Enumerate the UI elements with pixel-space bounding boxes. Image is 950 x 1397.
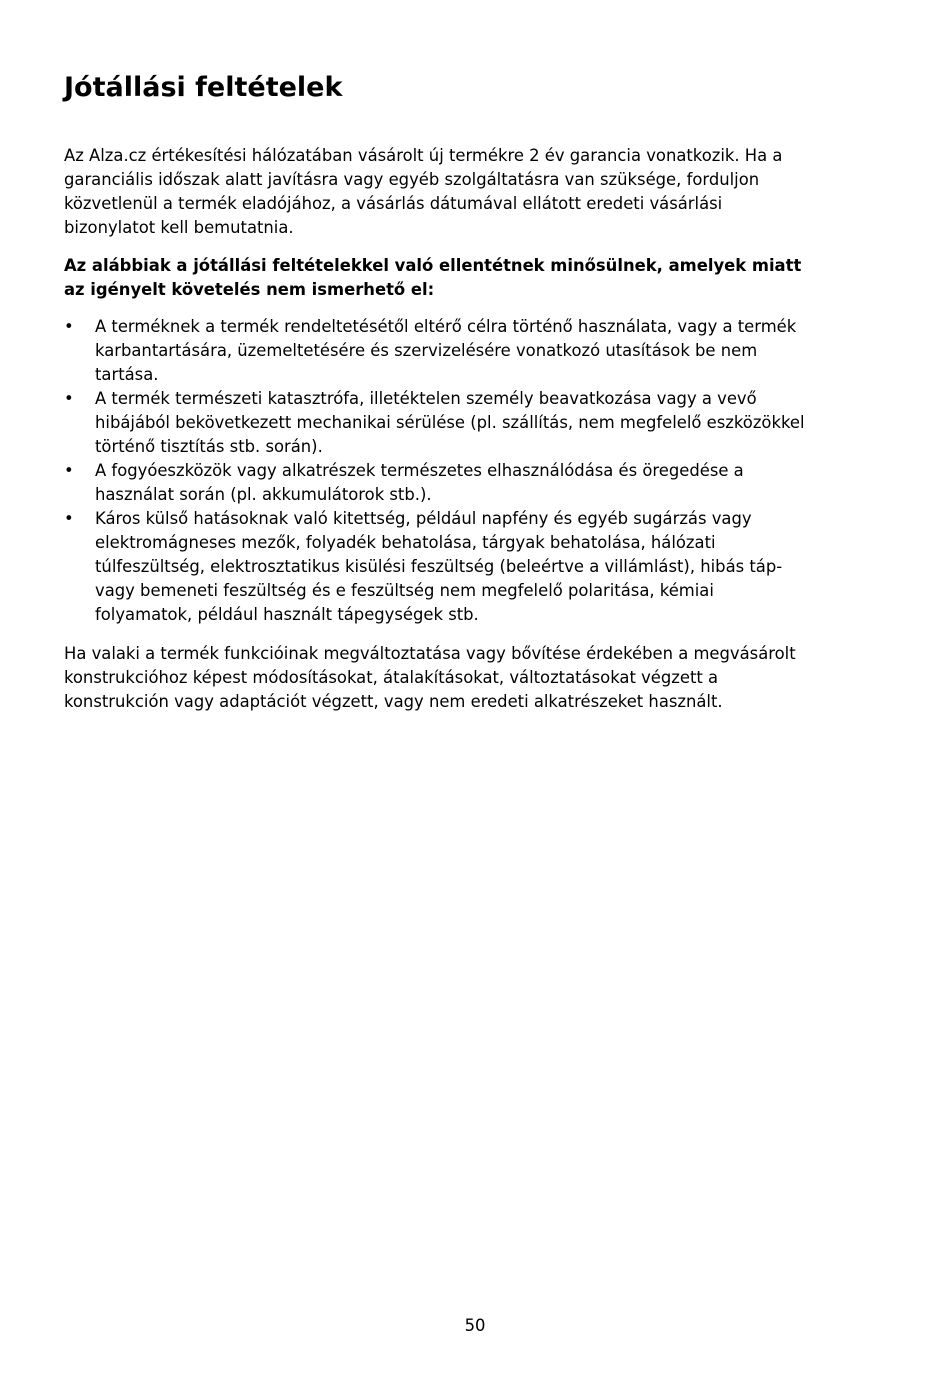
list-item: [64, 315, 854, 387]
list-item-line: Káros külső hatásoknak való kitettség, például napfény és egyéb sugárzás vagy: [95, 509, 752, 528]
bullet-icon: •: [64, 509, 74, 528]
list-item: [64, 459, 854, 507]
list-item-line: A terméknek a termék rendeltetésétől eltérő célra történő használata, vagy a termék: [95, 317, 797, 336]
bullet-icon: •: [64, 389, 74, 408]
list-item-line: folyamatok, például használt tápegységek stb.: [95, 605, 479, 624]
outro-line: konstrukcióhoz képest módosításokat, átalakításokat, változtatásokat végzett a: [64, 668, 719, 687]
list-item-line: vagy bemeneti feszültség és e feszültség nem megfelelő polaritása, kémiai: [95, 581, 714, 600]
outro-paragraph: [64, 642, 854, 714]
list-item-line: A fogyóeszközök vagy alkatrészek természetes elhasználódása és öregedése a: [95, 461, 744, 480]
bullet-icon: •: [64, 461, 74, 480]
conditions-heading: [64, 254, 854, 302]
intro-line: garanciális időszak alatt javításra vagy egyéb szolgáltatásra van szüksége, forduljon: [64, 170, 760, 189]
list-item: [64, 507, 854, 627]
conditions-heading-line: az igényelt követelés nem ismerhető el:: [64, 280, 435, 299]
intro-line: bizonylatot kell bemutatnia.: [64, 218, 294, 237]
list-item-line: történő tisztítás stb. során).: [95, 437, 323, 456]
list-item-line: használat során (pl. akkumulátorok stb.).: [95, 485, 432, 504]
outro-line: konstrukción vagy adaptációt végzett, vagy nem eredeti alkatrészeket használt.: [64, 692, 723, 711]
intro-line: Az Alza.cz értékesítési hálózatában vásárolt új termékre 2 év garancia vonatkozik. Ha a: [64, 146, 783, 165]
page-title: Jótállási feltételek: [64, 72, 343, 103]
list-item-line: túlfeszültség, elektrosztatikus kisülési feszültség (beleértve a villámlást), hibás táp-: [95, 557, 783, 576]
conditions-list: [64, 315, 854, 627]
list-item-line: karbantartására, üzemeltetésére és szervizelésére vonatkozó utasítások be nem: [95, 341, 758, 360]
outro-line: Ha valaki a termék funkcióinak megváltoztatása vagy bővítése érdekében a megvásárolt: [64, 644, 796, 663]
list-item-line: A termék természeti katasztrófa, illetéktelen személy beavatkozása vagy a vevő: [95, 389, 757, 408]
list-item: [64, 387, 854, 459]
intro-line: közvetlenül a termék eladójához, a vásárlás dátumával ellátott eredeti vásárlási: [64, 194, 723, 213]
list-item-line: elektromágneses mezők, folyadék behatolása, tárgyak behatolása, hálózati: [95, 533, 716, 552]
intro-paragraph: [64, 144, 854, 240]
conditions-heading-line: Az alábbiak a jótállási feltételekkel való ellentétnek minősülnek, amelyek miatt: [64, 256, 802, 275]
bullet-icon: •: [64, 317, 74, 336]
list-item-line: hibájából bekövetkezett mechanikai sérülése (pl. szállítás, nem megfelelő eszközökkel: [95, 413, 805, 432]
list-item-line: tartása.: [95, 365, 159, 384]
page-number: 50: [464, 1316, 486, 1335]
